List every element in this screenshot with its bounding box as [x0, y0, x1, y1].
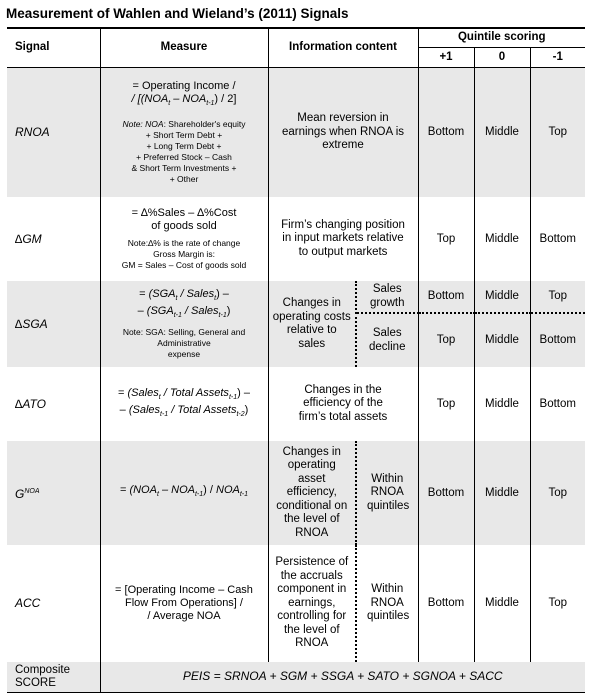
header-zero: 0 [474, 47, 530, 67]
measure-gnoa: = $(NOA_t - NOA_{t-1}) / NOA_{t-1}$ [100, 441, 268, 545]
composite-label-line: SCORE [15, 676, 56, 689]
note-line: + Preferred Stock – Cash [136, 151, 232, 162]
score-sga-decline-minus1: Bottom [530, 313, 585, 367]
signal-sga: ∆SGA [7, 281, 100, 367]
table-title: Measurement of Wahlen and Wieland’s (2011) Signals [6, 6, 349, 21]
score-acc-plus1: Bottom [418, 545, 474, 662]
signal-ato: ∆ATO [15, 396, 46, 411]
info-acc: Persistence of the accruals component in earnings, controlling for the level of RNOA [268, 545, 356, 662]
score-rnoa-zero: Middle [474, 67, 530, 197]
note-line: & Short Term Investments + [131, 162, 237, 173]
score-rnoa-minus1: Top [530, 67, 585, 197]
score-acc-zero: Middle [474, 545, 530, 662]
header-quintile-scoring: Quintile scoring [418, 28, 585, 47]
note-line: Administrative [157, 338, 211, 349]
header-signal: Signal [7, 28, 100, 67]
composite-label-line: Composite [15, 663, 70, 676]
note-line: expense [167, 349, 201, 360]
measure-line: / Average NOA [147, 610, 221, 622]
table-row [7, 545, 585, 662]
info-ato: Changes in the efficiency of the firm’s total assets [268, 367, 418, 441]
note-line: + Long Term Debt + [146, 140, 222, 151]
signal-acc: ACC [15, 596, 41, 610]
score-ato-minus1: Bottom [530, 367, 585, 441]
header-information-content: Information content [268, 28, 418, 67]
note-line: + Other [169, 173, 199, 184]
score-gnoa-minus1: Top [530, 441, 585, 545]
score-sga-growth-zero: Middle [474, 281, 530, 313]
signal-rnoa: RNOA [7, 67, 100, 197]
note-line: Note:∆% is the rate of change [127, 238, 241, 248]
header-minus-one: -1 [530, 47, 585, 67]
info-gnoa: Changes in operating asset efficiency, conditional on the level of RNOA [268, 441, 356, 545]
measure-line: of goods sold [151, 220, 217, 232]
measure-sga [100, 281, 268, 367]
signal-gnoa: $G^{NOA}$ [7, 441, 100, 545]
score-sga-growth-plus1: Bottom [418, 281, 474, 313]
score-acc-minus1: Top [530, 545, 585, 662]
measure-line: / $[(NOA_t - NOA_{t-1}) / 2]$ [131, 92, 237, 107]
table-row [7, 281, 585, 313]
measure-rnoa [100, 67, 268, 197]
measure-line: = ($SGA_t$ / Sales$_t$) – [139, 287, 229, 302]
info-rnoa: Mean reversion in earnings when RNOA is extreme [268, 67, 418, 197]
table-row [7, 67, 585, 197]
gnoa-sub: Within RNOA quintiles [356, 441, 418, 545]
composite-label [7, 662, 100, 692]
table-row [7, 662, 585, 692]
signals-table [7, 27, 585, 693]
signal-gm: ∆GM [15, 231, 42, 246]
header-measure: Measure [100, 28, 268, 67]
note-line: GM = Sales – Cost of goods sold [121, 260, 247, 270]
score-gm-plus1: Top [418, 197, 474, 281]
measure-acc [100, 545, 268, 662]
score-ato-plus1: Top [418, 367, 474, 441]
info-gm: Firm’s changing position in input markets relative to output markets [268, 197, 418, 281]
score-rnoa-plus1: Bottom [418, 67, 474, 197]
sga-sub-decline: Sales decline [356, 313, 418, 367]
table-row [7, 197, 585, 281]
sga-sub-growth: Sales growth [356, 281, 418, 313]
score-ato-zero: Middle [474, 367, 530, 441]
note-line: Gross Margin is: [153, 249, 215, 259]
score-gm-minus1: Bottom [530, 197, 585, 281]
info-sga: Changes in operating costs relative to sales [268, 281, 356, 367]
measure-ato [100, 367, 268, 441]
header-plus-one: +1 [418, 47, 474, 67]
measure-gm [100, 197, 268, 281]
measure-line: – (Sales$_{t-1}$ / Total Assets$_{t-2}$) [119, 404, 249, 419]
table-row [7, 441, 585, 545]
measure-line: = [Operating Income – Cash [115, 584, 253, 596]
score-sga-growth-minus1: Top [530, 281, 585, 313]
measure-line: = (Sales$_t$ / Total Assets$_{t-1}$) – [118, 386, 250, 401]
table-row [7, 367, 585, 441]
acc-sub: Within RNOA quintiles [367, 583, 410, 623]
score-gnoa-plus1: Bottom [418, 441, 474, 545]
note-line: Note: NOA: Shareholder's equity [122, 118, 246, 129]
score-gm-zero: Middle [474, 197, 530, 281]
composite-formula: PEIS = SRNOA + SGM + SSGA + SATO + SGNOA + SACC [100, 662, 585, 692]
measure-line: = Operating Income / [132, 79, 236, 92]
note-line: Note: SGA: Selling, General and [122, 327, 246, 338]
measure-line: – ($SGA_{t-1}$ / Sales$_{t-1}$) [137, 305, 231, 320]
score-sga-decline-zero: Middle [474, 313, 530, 367]
score-sga-decline-plus1: Top [418, 313, 474, 367]
measure-line: Flow From Operations] / [125, 597, 243, 609]
note-line: + Short Term Debt + [145, 129, 223, 140]
measure-line: = ∆%Sales – ∆%Cost [131, 207, 237, 219]
score-gnoa-zero: Middle [474, 441, 530, 545]
